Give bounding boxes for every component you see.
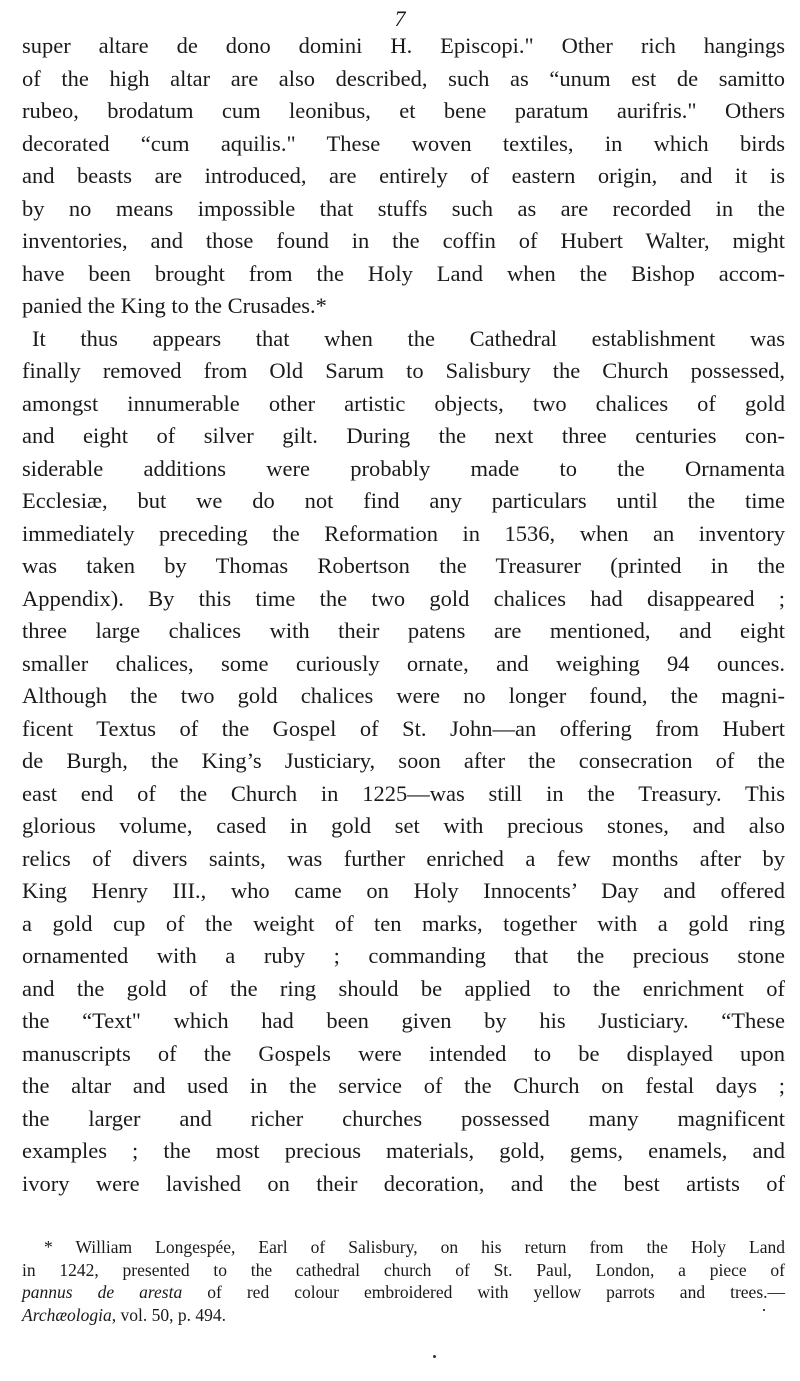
body-line: King Henry III., who came on Holy Innocents’ Day and offered — [22, 878, 785, 903]
body-line: panied the King to the Crusades.* — [22, 293, 327, 318]
body-line: Ecclesiæ, but we do not find any particulars until the time — [22, 488, 785, 513]
body-line: inventories, and those found in the coffin of Hubert Walter, might — [22, 228, 785, 253]
body-line: ornamented with a ruby ; commanding that the precious stone — [22, 943, 785, 968]
body-line: east end of the Church in 1225—was still in the Treasury. This — [22, 780, 785, 806]
body-line: the larger and richer churches possessed many magnificent — [22, 1105, 785, 1131]
body-line: finally removed from Old Sarum to Salisbury the Church possessed, — [22, 358, 785, 383]
body-line: ficent Textus of the Gospel of St. John—an offering from Hubert — [22, 715, 785, 741]
body-line: have been brought from the Holy Land when the Bishop accom- — [22, 260, 785, 286]
body-line: ivory were lavished on their decoration, and the best artists of — [22, 1170, 785, 1196]
body-line: and the gold of the ring should be applied to the enrichment of — [22, 975, 785, 1001]
page-number: 7 — [394, 6, 406, 31]
body-line: was taken by Thomas Robertson the Treasurer (printed in the — [22, 553, 785, 578]
footnote-line: * William Longespée, Earl of Salisbury, on his return from the Holy Land — [44, 1237, 785, 1257]
body-line: amongst innumerable other artistic objects, two chalices of gold — [22, 390, 785, 416]
footnote-line — [22, 1304, 785, 1327]
body-line: de Burgh, the King’s Justiciary, soon after the consecration of the — [22, 748, 785, 773]
body-text — [22, 30, 785, 1200]
body-line: the “Text" which had been given by his Justiciary. “These — [22, 1008, 785, 1033]
body-line: smaller chalices, some curiously ornate, and weighing 94 ounces. — [22, 650, 785, 676]
body-line: three large chalices with their patens are mentioned, and eight — [22, 618, 785, 643]
body-line: glorious volume, cased in gold set with precious stones, and also — [22, 813, 785, 838]
body-line: Although the two gold chalices were no longer found, the magni- — [22, 683, 785, 708]
body-line: rubeo, brodatum cum leonibus, et bene paratum aurifris." Others — [22, 98, 785, 123]
body-line: a gold cup of the weight of ten marks, together with a gold ring — [22, 910, 785, 936]
footnote-italic: pannus de aresta — [22, 1282, 183, 1303]
body-line: siderable additions were probably made to the Ornamenta — [22, 455, 785, 481]
body-line: examples ; the most precious materials, gold, gems, enamels, and — [22, 1138, 785, 1163]
footnote-line: in 1242, presented to the cathedral church of St. Paul, London, a piece of — [22, 1259, 785, 1280]
footnote-italic: Archæologia — [22, 1305, 112, 1326]
body-line: and eight of silver gilt. During the next three centuries con- — [22, 423, 785, 448]
footnote-line — [22, 1281, 785, 1304]
body-line: super altare de dono domini H. Episcopi." Other rich hangings — [22, 33, 785, 58]
scan-speck — [433, 1355, 436, 1358]
body-line: and beasts are introduced, are entirely of eastern origin, and it is — [22, 163, 785, 188]
body-line: Appendix). By this time the two gold chalices had disappeared ; — [22, 585, 785, 611]
body-line: decorated “cum aquilis." These woven textiles, in which birds — [22, 130, 785, 156]
body-line: It thus appears that when the Cathedral establishment was — [32, 325, 785, 351]
body-line: manuscripts of the Gospels were intended to be displayed upon — [22, 1040, 785, 1066]
body-line: by no means impossible that stuffs such as are recorded in the — [22, 195, 785, 221]
footnote-text: , vol. 50, p. 494. — [111, 1305, 227, 1326]
body-line: relics of divers saints, was further enriched a few months after by — [22, 845, 785, 871]
body-line: the altar and used in the service of the Church on festal days ; — [22, 1073, 785, 1098]
scan-speck — [763, 1309, 765, 1311]
footnote — [22, 1236, 785, 1327]
footnote-text: of red colour embroidered with yellow parrots and trees.— — [182, 1282, 786, 1303]
body-line: of the high altar are also described, such as “unum est de samitto — [22, 65, 785, 91]
body-line: immediately preceding the Reformation in 1536, when an inventory — [22, 520, 785, 546]
